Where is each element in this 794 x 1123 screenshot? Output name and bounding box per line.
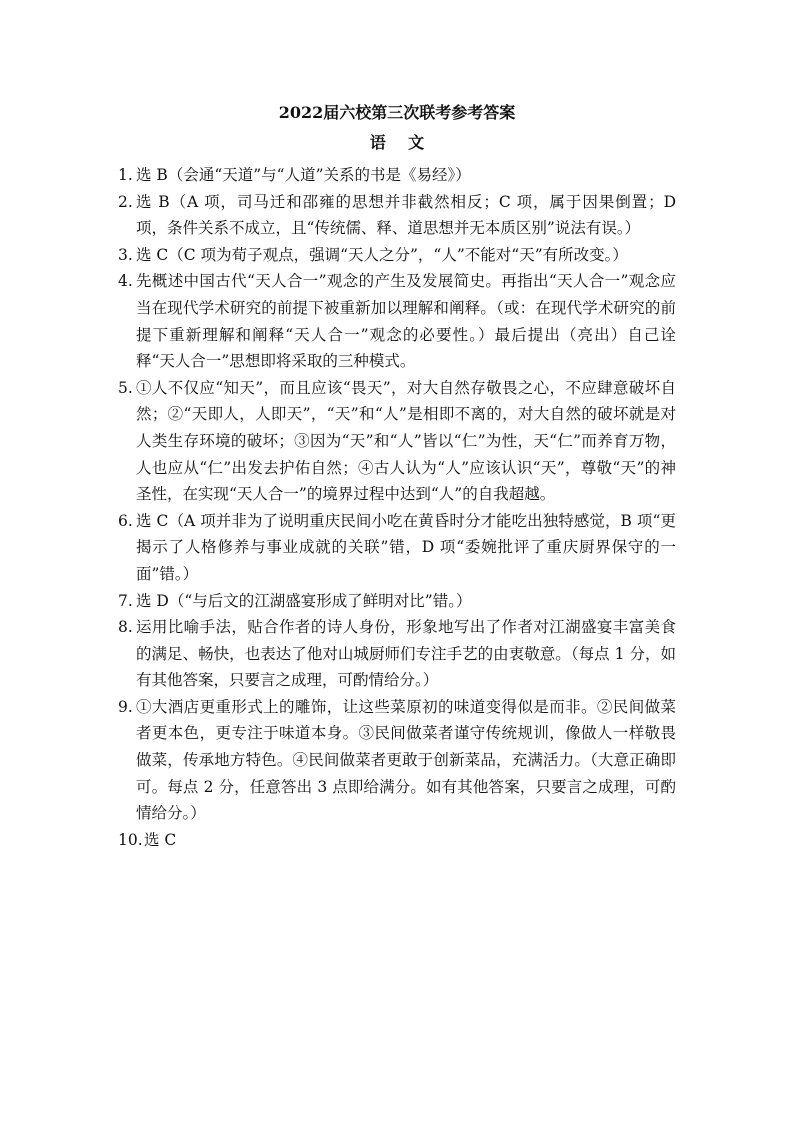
answer-text: 选 D（“与后文的江湖盛宴形成了鲜明对比”错。）	[136, 591, 472, 610]
answer-item-3	[118, 242, 676, 269]
answer-item-9	[118, 694, 676, 827]
answer-list	[118, 162, 676, 853]
answer-item-8	[118, 614, 676, 694]
answer-text: 选 B（A 项，司马迁和邵雍的思想并非截然相反；C 项，属于因果倒置；D 项，条件关系不成立，且“传统儒、释、道思想并无本质区别”说法有误。）	[136, 192, 676, 238]
answer-item-6	[118, 508, 676, 588]
answer-text: 选 C	[144, 830, 177, 849]
answer-text: ①人不仅应“知天”，而且应该“畏天”，对大自然存敬畏之心，不应肆意破坏自然；②“天即人，人即天”，“天”和“人”是相即不离的，对大自然的破坏就是对人类生存环境的破坏；③因为“天”和“人”皆以“仁”为性，天“仁”而养育万物，人也应从“仁”出发去护佑自然；④古人认为“人”应该认识“天”，尊敬“天”的神圣性，在实现“天人合一”的境界过程中达到“人”的自我超越。	[136, 378, 676, 504]
answer-text: 先概述中国古代“天人合一”观念的产生及发展简史。再指出“天人合一”观念应当在现代学术研究的前提下被重新加以理解和阐释。（或：在现代学术研究的前提下重新理解和阐释“天人合一”观念的必要性。）最后提出（亮出）自己诠释“天人合一”思想即将采取的三种模式。	[136, 272, 676, 371]
subject-heading: 语文	[369, 133, 447, 152]
answer-text: 选 C（C 项为荀子观点，强调“天人之分”，“人”不能对“天”有所改变。）	[136, 245, 628, 264]
answer-item-5	[118, 375, 676, 508]
answer-text: 运用比喻手法，贴合作者的诗人身份，形象地写出了作者对江湖盛宴丰富美食的满足、畅快，也表达了他对山城厨师们专注手艺的由衷敬意。（每点 1 分，如有其他答案，只要言之成理，可酌情给分。）	[136, 618, 676, 690]
answer-number: 4.	[118, 272, 133, 291]
answer-number: 10.	[118, 830, 143, 849]
answer-number: 1.	[118, 166, 133, 184]
answer-item-4	[118, 268, 676, 374]
answer-number: 8.	[118, 618, 133, 637]
answer-number: 3.	[118, 245, 133, 264]
answer-number: 6.	[118, 511, 133, 530]
answer-number: 9.	[118, 697, 133, 716]
answer-item-10	[118, 827, 676, 854]
answer-text: ①大酒店更重形式上的雕饰，让这些菜原初的味道变得似是而非。②民间做菜者更本色，更专注于味道本身。③民间做菜者谨守传统规训，像做人一样敬畏做菜，传承地方特色。④民间做菜者更敢于创新菜品，充满活力。（大意正确即可。每点 2 分，任意答出 3 点即给满分。如有其他答案，只要言之成理，可酌情给分。）	[136, 697, 676, 823]
answer-item-7	[118, 588, 676, 615]
answer-text: 选 B（会通“天道”与“人道”关系的书是《易经》）	[136, 166, 471, 184]
answer-text: 选 C（A 项并非为了说明重庆民间小吃在黄昏时分才能吃出独特感觉，B 项“更揭示了人格修养与事业成就的关联”错，D 项“委婉批评了重庆厨界保守的一面”错。）	[136, 511, 676, 583]
answer-number: 7.	[118, 591, 133, 610]
page-title: 2022届六校第三次联考参考答案	[278, 103, 516, 122]
answer-number: 2.	[118, 192, 133, 211]
answer-number: 5.	[118, 378, 133, 397]
answer-item-2	[118, 189, 676, 242]
answer-item-1	[118, 162, 676, 189]
